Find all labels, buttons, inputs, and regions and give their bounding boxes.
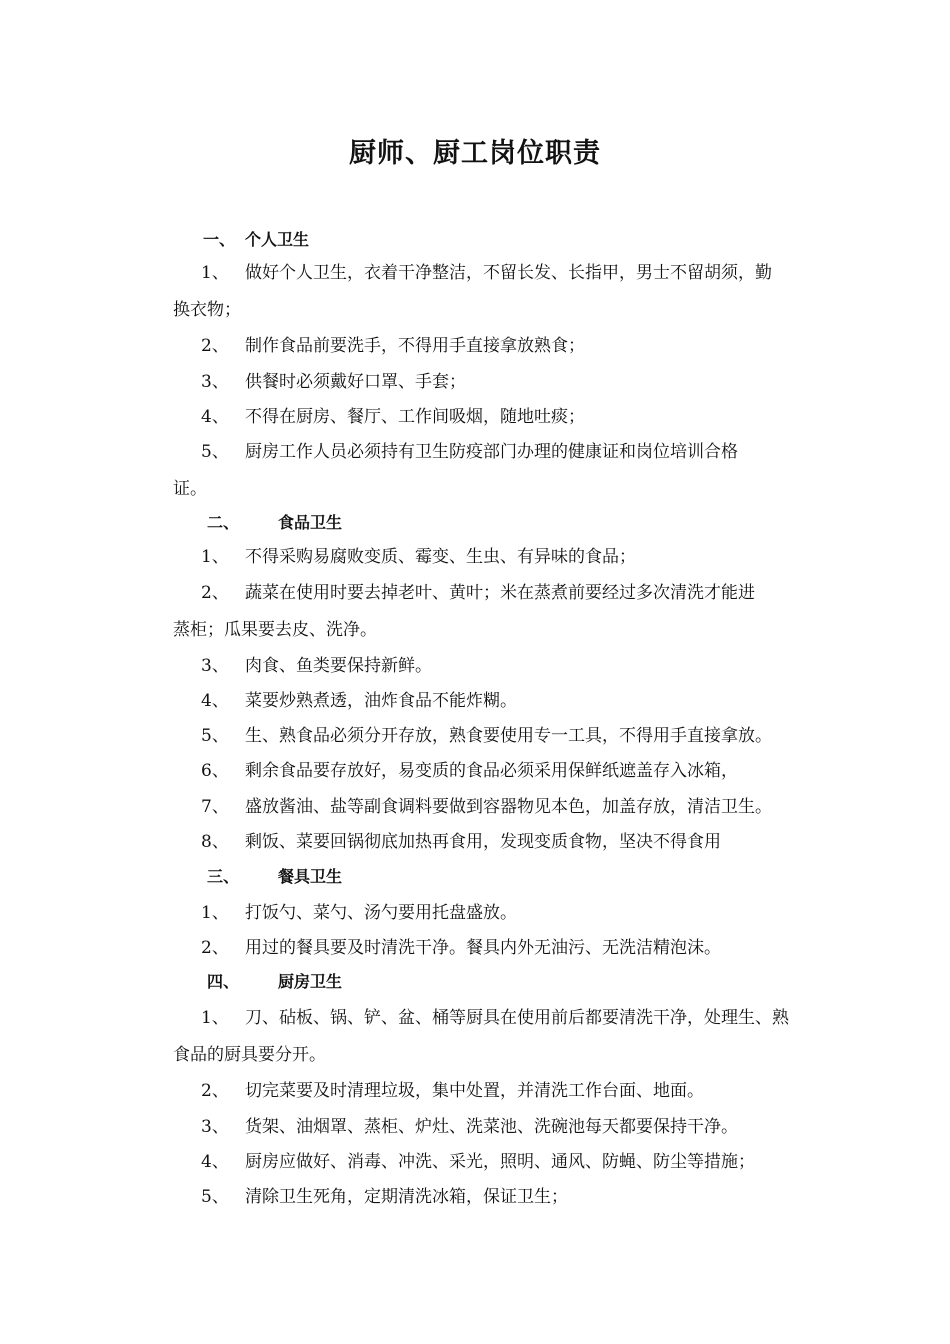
item-number: 4、 <box>201 407 229 427</box>
item-text: 剩饭、菜要回锅彻底加热再食用，发现变质食物，坚决不得食用 <box>245 832 721 852</box>
item-continuation: 蒸柜；瓜果要去皮、洗净。 <box>173 620 377 640</box>
item-number: 4、 <box>201 691 229 711</box>
item-continuation: 食品的厨具要分开。 <box>173 1045 326 1065</box>
item-text: 不得采购易腐败变质、霉变、生虫、有异味的食品； <box>245 547 636 567</box>
item-text: 蔬菜在使用时要去掉老叶、黄叶；米在蒸煮前要经过多次清洗才能进 <box>245 583 755 603</box>
item-text: 剩余食品要存放好，易变质的食品必须采用保鲜纸遮盖存入冰箱， <box>245 761 738 781</box>
item-text: 制作食品前要洗手，不得用手直接拿放熟食； <box>245 336 585 356</box>
item-number: 8、 <box>201 832 229 852</box>
item-number: 6、 <box>201 761 229 781</box>
item-text: 菜要炒熟煮透，油炸食品不能炸糊。 <box>245 691 517 711</box>
item-text: 做好个人卫生，衣着干净整洁，不留长发、长指甲，男士不留胡须，勤 <box>245 263 772 283</box>
item-text: 切完菜要及时清理垃圾，集中处置，并清洗工作台面、地面。 <box>245 1081 704 1101</box>
item-number: 2、 <box>201 938 229 958</box>
item-number: 5、 <box>201 1187 229 1207</box>
item-continuation: 换衣物； <box>173 300 241 320</box>
item-number: 2、 <box>201 583 229 603</box>
item-text: 厨房工作人员必须持有卫生防疫部门办理的健康证和岗位培训合格 <box>245 442 738 462</box>
item-text: 供餐时必须戴好口罩、手套； <box>245 372 466 392</box>
item-text: 刀、砧板、锅、铲、盆、桶等厨具在使用前后都要清洗干净，处理生、熟 <box>245 1008 789 1028</box>
item-number: 7、 <box>201 797 229 817</box>
section-number: 四、 <box>207 972 240 991</box>
item-number: 1、 <box>201 547 229 567</box>
item-text: 用过的餐具要及时清洗干净。餐具内外无油污、无洗洁精泡沫。 <box>245 938 721 958</box>
section-title: 餐具卫生 <box>278 867 343 886</box>
item-text: 货架、油烟罩、蒸柜、炉灶、洗菜池、洗碗池每天都要保持干净。 <box>245 1117 738 1137</box>
section-title: 食品卫生 <box>278 513 343 532</box>
item-text: 生、熟食品必须分开存放，熟食要使用专一工具，不得用手直接拿放。 <box>245 726 772 746</box>
section-number: 一、 <box>203 230 236 249</box>
item-number: 3、 <box>201 656 229 676</box>
section-number: 二、 <box>207 513 240 532</box>
item-number: 1、 <box>201 903 229 923</box>
section-title: 个人卫生 <box>245 230 310 249</box>
item-number: 2、 <box>201 336 229 356</box>
item-continuation: 证。 <box>173 479 207 499</box>
item-number: 1、 <box>201 1008 229 1028</box>
item-number: 5、 <box>201 726 229 746</box>
item-text: 打饭勺、菜勺、汤勺要用托盘盛放。 <box>245 903 517 923</box>
document-title: 厨师、厨工岗位职责 <box>349 138 601 169</box>
item-text: 肉食、鱼类要保持新鲜。 <box>245 656 432 676</box>
item-number: 5、 <box>201 442 229 462</box>
item-text: 厨房应做好、消毒、冲洗、采光，照明、通风、防蝇、防尘等措施； <box>245 1152 755 1172</box>
item-text: 清除卫生死角，定期清洗冰箱，保证卫生； <box>245 1187 568 1207</box>
item-number: 4、 <box>201 1152 229 1172</box>
item-number: 3、 <box>201 372 229 392</box>
section-title: 厨房卫生 <box>278 972 343 991</box>
section-number: 三、 <box>207 867 240 886</box>
item-number: 1、 <box>201 263 229 283</box>
item-text: 盛放酱油、盐等副食调料要做到容器物见本色，加盖存放，清洁卫生。 <box>245 797 772 817</box>
item-number: 2、 <box>201 1081 229 1101</box>
item-number: 3、 <box>201 1117 229 1137</box>
item-text: 不得在厨房、餐厅、工作间吸烟，随地吐痰； <box>245 407 585 427</box>
